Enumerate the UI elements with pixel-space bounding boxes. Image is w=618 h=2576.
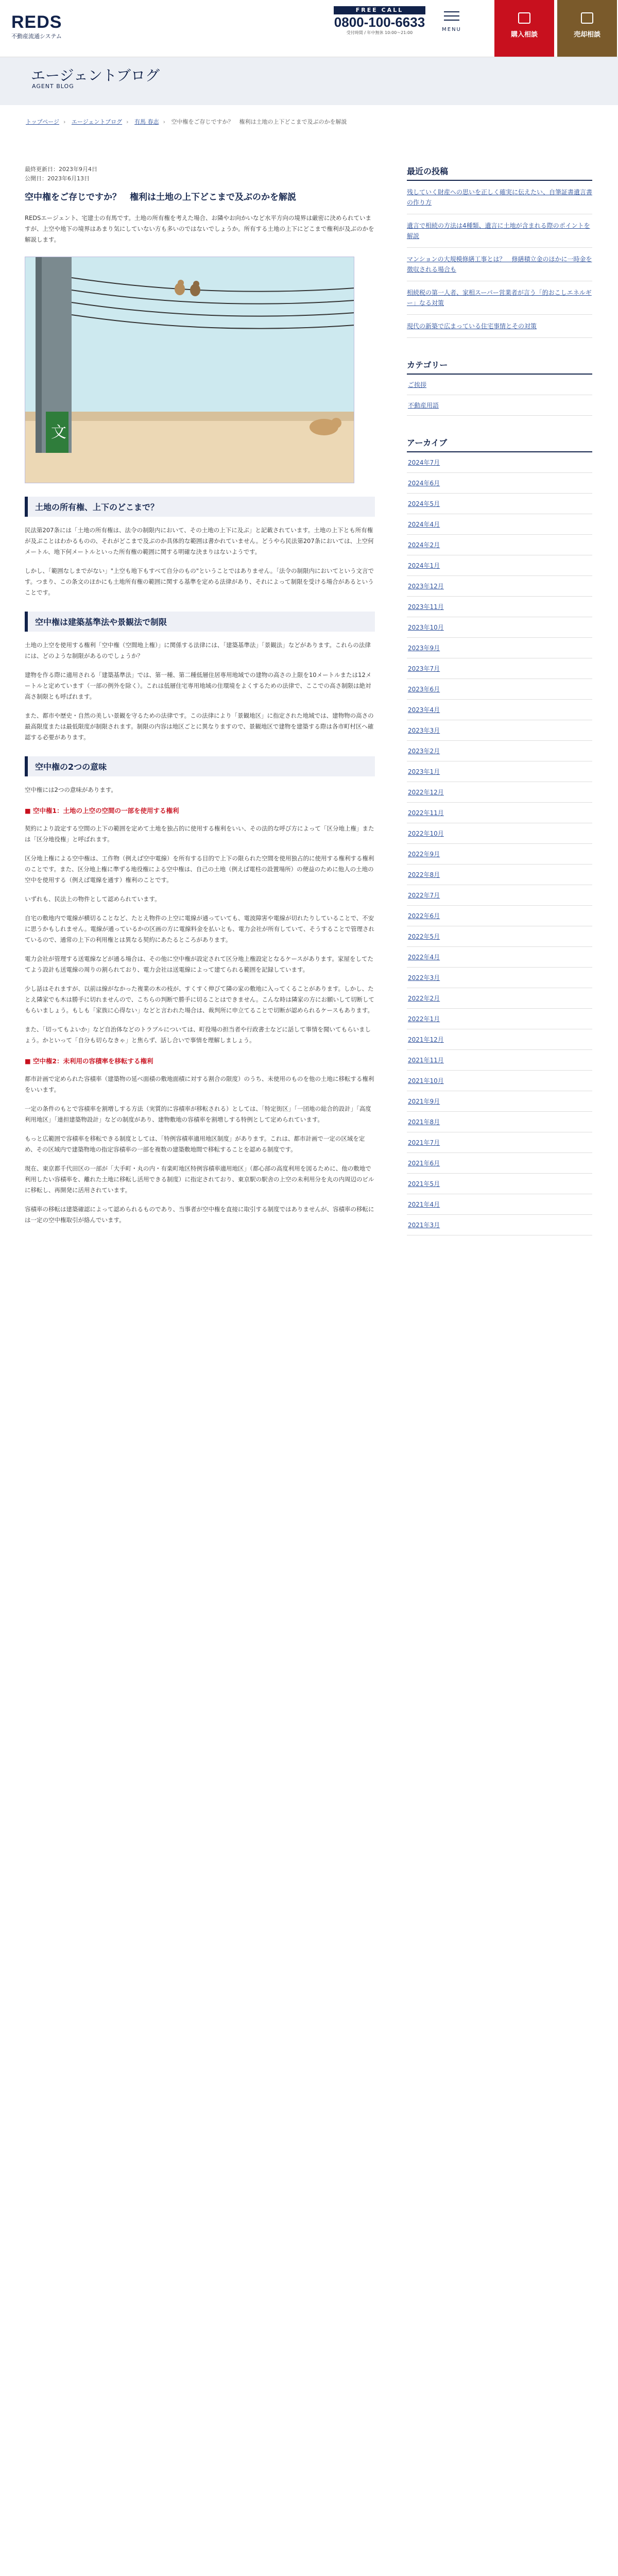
archive-link[interactable]: 2021年3月 <box>407 1215 592 1235</box>
sell-consult-label: 売却相談 <box>573 31 600 39</box>
archive-link[interactable]: 2024年2月 <box>407 535 592 555</box>
updated-date: 最終更新日：2023年9月4日 <box>25 166 97 173</box>
archive-link[interactable]: 2022年8月 <box>407 865 592 885</box>
paragraph: 少し話はそれますが、以前は線がなかった複業の木の枝が、すくすく伸びて隣の家の敷地に入ってくることがあります。しかし、たとえ隣家でも木は勝手に切れませんので、こちらの判断で勝手に切ることはできません。こんな時は隣家の方にお願いして切断してもらいましょう。もしも「家族に心得ない」などと言われた場合は、裁判所に申立てることで切断が認められるケースもあります。 <box>25 985 374 1014</box>
archive-link[interactable]: 2021年10月 <box>407 1071 592 1091</box>
archive-link[interactable]: 2022年2月 <box>407 988 592 1009</box>
archive-link[interactable]: 2022年11月 <box>407 803 592 823</box>
archive-link[interactable]: 2023年7月 <box>407 658 592 679</box>
house-icon <box>518 12 530 24</box>
category-list <box>407 375 592 416</box>
paragraph: 土地の上空を使用する権利「空中権（空間地上権）」に関係する法律には、「建築基準法」「景観法」などがあります。これらの法律には、どのような制限があるのでしょうか？ <box>25 641 371 659</box>
section-heading: 土地の所有権、上下のどこまで？ <box>25 497 375 517</box>
archive-link[interactable]: 2021年5月 <box>407 1174 592 1194</box>
archive-link[interactable]: 2023年11月 <box>407 597 592 617</box>
menu-button[interactable] <box>434 7 470 38</box>
sidebar <box>407 165 592 1235</box>
archive-link[interactable]: 2021年9月 <box>407 1091 592 1112</box>
paragraph: しかし、「範囲なしまでがない」"上空も地下もすべて自分のもの"ということではありません。「法令の制限内においてという文言です。つまり、この条文のほかにも土地所有権の範囲に関する基準を定める法律があり、それによって制限を受ける場合があるということです。 <box>25 567 374 596</box>
recent-posts-heading: 最近の投稿 <box>407 165 592 181</box>
breadcrumb-home[interactable]: トップページ <box>26 118 60 125</box>
archive-link[interactable]: 2023年12月 <box>407 576 592 597</box>
article-body <box>25 497 375 1226</box>
archive-link[interactable]: 2021年7月 <box>407 1132 592 1153</box>
paragraph: もっと広範囲で容積率を移転できる制度としては、「特例容積率適用地区制度」があります。これは、都市計画で一定の区域を定め、その区域内で建築物地の指定容積率の一部を複数の建築敷地間で移転することを認める制度です。 <box>25 1135 365 1153</box>
page-subtitle: AGENT BLOG <box>32 83 74 90</box>
breadcrumb: トップページ › エージェントブログ › 有馬 春志 › 空中権をご存じですか？ 権利は土地の上下どこまで及ぶのかを解説 <box>26 118 347 125</box>
subsection-heading: 空中権は建築基準法や景観法で制限 <box>25 612 375 632</box>
business-hours: 受付時間 / 年中無休 10:00〜21:00 <box>346 30 413 35</box>
archive-link[interactable]: 2022年7月 <box>407 885 592 906</box>
hamburger-icon <box>434 7 470 24</box>
article <box>25 165 375 1226</box>
archive-link[interactable]: 2023年3月 <box>407 720 592 741</box>
archive-link[interactable]: 2021年4月 <box>407 1194 592 1215</box>
building-icon <box>581 12 593 24</box>
menu-label: MENU <box>442 27 461 32</box>
logo-text: REDS <box>11 12 62 32</box>
paragraph: 容積率の移転は建築確認によって認められるものであり、当事者が空中権を直接に取引する制度ではありませんが、容積率の移転には一定の空中権取引が絡んでいます。 <box>25 1206 374 1224</box>
paragraph: 空中権には2つの意味があります。 <box>25 786 117 793</box>
archive-link[interactable]: 2024年7月 <box>407 452 592 473</box>
archive-list <box>407 452 592 1235</box>
paragraph: 一定の条件のもとで容積率を割増しする方法（実質的に容積率が移転される）としては、「特定街区」「一団地の総合的設計」「高度利用地区」「連担建築物設計」などの制度があり、建物敷地の容積率を割増しする特例として定められています。 <box>25 1105 371 1123</box>
buy-consult-label: 購入相談 <box>510 31 538 39</box>
archive-link[interactable]: 2023年4月 <box>407 700 592 720</box>
archive-link[interactable]: 2022年1月 <box>407 1009 592 1029</box>
logo-subtitle: 不動産流通システム <box>11 33 62 40</box>
breadcrumb-blog[interactable]: エージェントブログ <box>71 118 123 125</box>
archive-link[interactable]: 2023年2月 <box>407 741 592 761</box>
phone-number[interactable]: 0800-100-6633 <box>334 14 425 30</box>
site-logo[interactable] <box>11 13 62 40</box>
paragraph: また、都市や歴史・自然の美しい景観を守るための法律です。この法律により「景観地区」に指定された地域では、建物物の高さの最高限度または最低限度が制限されます。制限の内容は地区ごとに異なりますので、景観地区で建物を建築する際は各市町村区へ確認する必要があります。 <box>25 712 374 741</box>
archive-link[interactable]: 2022年9月 <box>407 844 592 865</box>
free-call-label: FREE CALL <box>334 6 425 14</box>
paragraph: 電力会社が管理する送電線などが通る場合は、その他に空中権が設定されて区分地上権設定となるケースがあります。家屋をしてたてよう設計も送電線の周りの割られており、電力会社は送電線によって建てられる範囲を記録しています。 <box>25 955 373 973</box>
page-title: エージェントブログ <box>31 67 160 83</box>
sell-consult-button[interactable] <box>557 0 617 57</box>
recent-post-link[interactable]: 残していく財産への思いを正しく確実に伝えたい、自筆証書遺言書の作り方 <box>407 181 592 214</box>
paragraph: 区分地上権による空中権は、工作物（例えば空中電線）を所有する目的で上下の限られた空間を使用独占的に使用する権利する権利のことです。また、区分地上権に準ずる地役権による空中権は、自己の土地（例えば電柱の設置場所）の便益のために他人の土地の空中を使用する（例えば電線を通す）権利のことです。 <box>25 855 374 884</box>
archive-link[interactable]: 2023年9月 <box>407 638 592 658</box>
paragraph: 自宅の敷地内で電線が横切ることなど、たとえ物件の上空に電線が通っていても、電波障害や電線が切れたりしていることで、不安に思うかもしれません。電線が通っているかの区画の方に電線料金を払いとも、電力会社が所有していて、そうすることで管理されているので、通常の上下の利用権とは異なる契約にあたるところがあります。 <box>25 914 374 943</box>
category-link[interactable]: ご挨拶 <box>407 375 592 395</box>
article-illustration <box>25 257 354 483</box>
recent-posts-list <box>407 181 592 338</box>
paragraph: 建物を作る際に適用される「建築基準法」では、第一種、第二種低層住居専用地域での建物の高さの上限を10メートルまたは12メートルと定めています（一部の例外を除く）。これは低層住宅専用地域の住環境をよくするための法律で、ここでの高さ制限は絶対高さ制限とも呼ばれます。 <box>25 671 372 700</box>
archive-link[interactable]: 2021年8月 <box>407 1112 592 1132</box>
recent-post-link[interactable]: 現代の新築で広まっている住宅事情とその対策 <box>407 315 592 338</box>
breadcrumb-current: 空中権をご存じですか？ 権利は土地の上下どこまで及ぶのかを解説 <box>171 118 347 125</box>
paragraph: 都市計画で定められた容積率（建築物の延べ面積の敷地面積に対する割合の限度）のうち、未使用のものを他の土地に移転する権利をいいます。 <box>25 1075 374 1093</box>
site-header <box>0 0 618 57</box>
archive-heading: アーカイブ <box>407 436 592 452</box>
archive-link[interactable]: 2022年3月 <box>407 968 592 988</box>
archive-link[interactable]: 2023年6月 <box>407 679 592 700</box>
article-title: 空中権をご存じですか？ 権利は土地の上下どこまで及ぶのかを解説 <box>25 192 296 202</box>
archive-link[interactable]: 2022年6月 <box>407 906 592 926</box>
subsection-heading: ■ 空中権2：未利用の容積率を移転する権利 <box>25 1056 375 1065</box>
archive-link[interactable]: 2023年1月 <box>407 761 592 782</box>
paragraph: いずれも、民法上の物件として認められています。 <box>25 895 161 903</box>
archive-link[interactable]: 2021年6月 <box>407 1153 592 1174</box>
archive-link[interactable]: 2022年4月 <box>407 947 592 968</box>
published-date: 公開日：2023年6月13日 <box>25 175 90 182</box>
article-intro: REDSエージェント、宅建士の有馬です。土地の所有権を考えた場合、お隣やお向かいなど水平方向の境界は厳密に決められていますが、上空や地下の境界はあまり気にしていない方も多いのではないでしょうか。所有する土地の上下にどこまで権利が及ぶのかを解説します。 <box>25 214 374 243</box>
archive-link[interactable]: 2024年1月 <box>407 555 592 576</box>
archive-link[interactable]: 2024年6月 <box>407 473 592 494</box>
archive-link[interactable]: 2022年10月 <box>407 823 592 844</box>
recent-post-link[interactable]: マンションの大規模修繕工事とは？ 修繕積立金のほかに一時金を徴収される場合も <box>407 248 592 281</box>
archive-link[interactable]: 2024年4月 <box>407 514 592 535</box>
archive-link[interactable]: 2022年12月 <box>407 782 592 803</box>
archive-link[interactable]: 2024年5月 <box>407 494 592 514</box>
archive-link[interactable]: 2023年10月 <box>407 617 592 638</box>
svg-text:文: 文 <box>51 423 66 442</box>
category-heading: カテゴリー <box>407 359 592 375</box>
paragraph: 現在、東京都千代田区の一部が「大手町・丸の内・有楽町地区特例容積率適用地区」（都心部の高度利用を図るために、他の敷地で利用したい容積率を、離れた土地に移転し活用できる制度）に指定されており、東京駅の駅舎の上空の未利用分を丸の内周辺のビルに移転し、再開発に活用されています。 <box>25 1165 374 1194</box>
page-hero <box>0 57 618 105</box>
section-heading: 空中権の2つの意味 <box>25 756 375 776</box>
recent-post-link[interactable]: 相続税の第一人者、家相スーパー営業者が言う「的おこしエネルギー」なる対策 <box>407 281 592 315</box>
archive-link[interactable]: 2021年11月 <box>407 1050 592 1071</box>
paragraph: 契約により設定する空間の上下の範囲を定めて土地を独占的に使用する権利をいい、その法的な呼び方によって「区分地上権」または「区分地役権」と呼ばれます。 <box>25 825 374 843</box>
paragraph: また、「切ってもよいか」など自治体などのトラブルについては、町役場の担当者や行政書士などに話して事情を聞いてもらいましょう。かといって「自分も切らなきゃ」と焦らず、話し合いで事情を理解しましょう。 <box>25 1026 371 1044</box>
subsection-heading: ■ 空中権1：土地の上空の空間の一部を使用する権利 <box>25 806 375 815</box>
category-link[interactable]: 不動産用語 <box>407 395 592 416</box>
breadcrumb-author[interactable]: 有馬 春志 <box>134 118 159 125</box>
archive-link[interactable]: 2021年12月 <box>407 1029 592 1050</box>
free-call-box[interactable] <box>334 6 425 38</box>
archive-link[interactable]: 2022年5月 <box>407 926 592 947</box>
buy-consult-button[interactable] <box>494 0 554 57</box>
paragraph: 民法第207条には「土地の所有権は、法令の制限内において、その土地の上下に及ぶ」と記載されています。土地の上下とも所有権が及ぶことはわかるものの、それがどこまで及ぶのか具体的な範囲は書かれていません。どうやら民法第207条においては、上空何メートル、地下何メートルといった所有権の範囲に関する明確な決まりはないようです。 <box>25 527 374 555</box>
recent-post-link[interactable]: 遺言で相続の方法は4種類、遺言に土地が含まれる際のポイントを解説 <box>407 214 592 248</box>
